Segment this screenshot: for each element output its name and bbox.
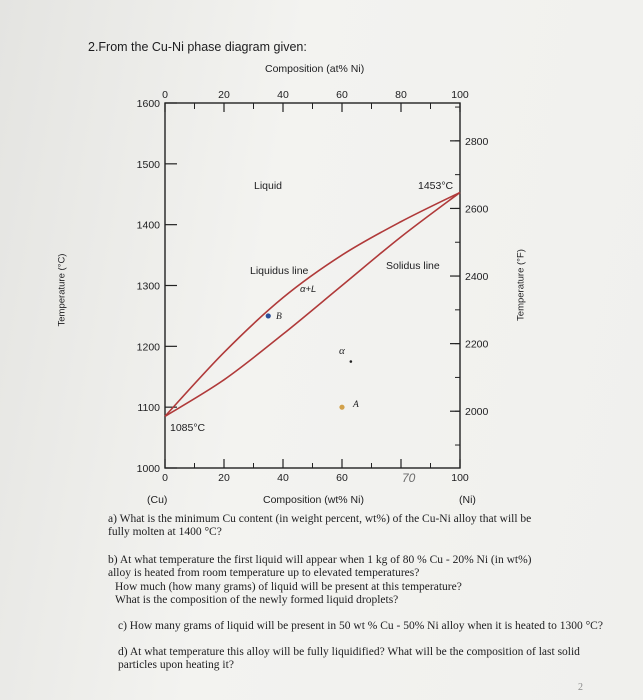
bottom-tick-label: 100 bbox=[451, 472, 469, 484]
problem-heading: 2.From the Cu-Ni phase diagram given: bbox=[88, 40, 307, 54]
bottom-tick-label: 60 bbox=[336, 472, 348, 484]
label-cu-melting-point: 1085°C bbox=[170, 422, 206, 434]
label-point-a: A bbox=[353, 400, 359, 410]
left-tick-label: 1300 bbox=[136, 280, 160, 293]
top-tick-label: 60 bbox=[336, 89, 348, 101]
label-alpha: α bbox=[339, 345, 345, 357]
solidus-line-curve bbox=[165, 192, 460, 416]
phase-curves bbox=[165, 192, 460, 416]
label-point-b: B bbox=[276, 312, 282, 322]
question-c: c) How many grams of liquid will be present in 50 wt % Cu - 50% Ni alloy when it is heated to 1300 °C? bbox=[118, 620, 603, 632]
right-axis-title: Temperature (°F) bbox=[515, 249, 527, 321]
question-d: d) At what temperature this alloy will be fully liquidified? What will be the composition of last solid particles upon heating it? bbox=[118, 646, 580, 671]
label-ni-melting-point: 1453°C bbox=[418, 180, 454, 192]
label-solidus-line: Solidus line bbox=[386, 260, 440, 272]
page-number: 2 bbox=[578, 682, 583, 693]
point-b bbox=[266, 313, 271, 318]
stray-dot bbox=[350, 360, 353, 363]
handwritten-mark: 70 bbox=[402, 471, 416, 485]
bottom-tick-label: 20 bbox=[218, 472, 230, 484]
top-tick-label: 40 bbox=[277, 89, 289, 101]
left-tick-label: 1100 bbox=[137, 402, 160, 415]
left-tick-label: 1000 bbox=[136, 463, 160, 475]
top-tick-label: 0 bbox=[162, 89, 168, 101]
left-axis-title: Temperature (°C) bbox=[56, 253, 68, 327]
question-b-part1: b) At what temperature the first liquid will appear when 1 kg of 80 % Cu - 20% Ni (in wt%) alloy is heated from room temperature up to elevated temperatures? bbox=[108, 554, 532, 579]
left-tick-label: 1200 bbox=[136, 341, 160, 354]
bottom-axis-title: Composition (wt% Ni) bbox=[263, 494, 364, 506]
right-tick-label: 2000 bbox=[465, 406, 489, 419]
question-b-part2: How much (how many grams) of liquid will be present at this temperature? bbox=[115, 581, 462, 593]
label-cu-end: (Cu) bbox=[147, 494, 168, 506]
label-ni-end: (Ni) bbox=[459, 494, 476, 506]
bottom-tick-label: 0 bbox=[162, 472, 168, 484]
question-a: a) What is the minimum Cu content (in weight percent, wt%) of the Cu-Ni alloy that will be fully molten at 1400 °C? bbox=[108, 513, 532, 538]
top-axis-title: Composition (at% Ni) bbox=[265, 63, 365, 75]
top-tick-label: 20 bbox=[218, 89, 230, 101]
top-tick-label: 80 bbox=[395, 89, 407, 101]
right-tick-label: 2200 bbox=[465, 338, 489, 351]
data-points bbox=[266, 313, 353, 409]
right-tick-label: 2600 bbox=[465, 203, 489, 216]
top-tick-label: 100 bbox=[451, 89, 469, 101]
label-liquid: Liquid bbox=[254, 180, 283, 192]
label-alpha-plus-liquid: α+L bbox=[300, 284, 317, 295]
point-a bbox=[339, 405, 344, 410]
right-tick-label: 2800 bbox=[465, 135, 489, 148]
bottom-tick-label: 40 bbox=[277, 472, 289, 484]
right-tick-label: 2400 bbox=[465, 271, 489, 284]
left-tick-label: 1600 bbox=[136, 98, 160, 110]
left-tick-label: 1400 bbox=[136, 219, 160, 232]
label-liquidus-line: Liquidus line bbox=[250, 265, 309, 277]
left-tick-label: 1500 bbox=[136, 158, 160, 171]
question-b-part3: What is the composition of the newly formed liquid droplets? bbox=[115, 594, 399, 606]
